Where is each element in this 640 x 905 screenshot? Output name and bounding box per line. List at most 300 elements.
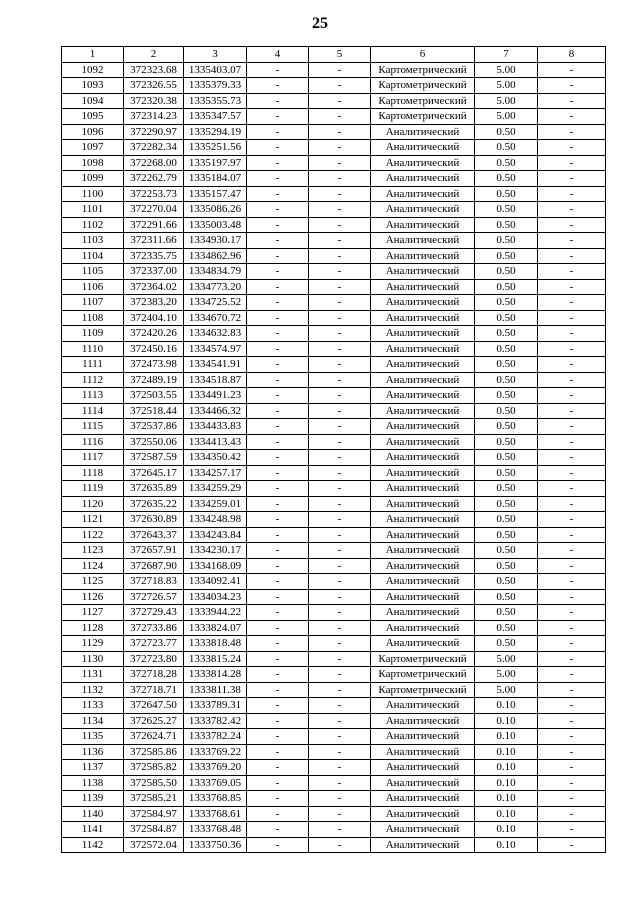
point-number-cell: 1132 (62, 682, 124, 698)
column-4-cell: - (247, 341, 309, 357)
method-cell: Аналитический (371, 589, 475, 605)
y-coordinate-cell: 1333782.42 (184, 713, 247, 729)
table-row (62, 822, 606, 838)
x-coordinate-cell: 372550.06 (124, 434, 184, 450)
point-number-cell: 1103 (62, 233, 124, 249)
y-coordinate-cell: 1334834.79 (184, 264, 247, 280)
y-coordinate-cell: 1334259.29 (184, 481, 247, 497)
accuracy-cell: 0.50 (475, 171, 538, 187)
table-row (62, 78, 606, 94)
accuracy-cell: 0.50 (475, 279, 538, 295)
point-number-cell: 1123 (62, 543, 124, 559)
column-5-cell: - (309, 140, 371, 156)
column-4-cell: - (247, 822, 309, 838)
table-row (62, 202, 606, 218)
column-4-cell: - (247, 543, 309, 559)
accuracy-cell: 5.00 (475, 62, 538, 78)
x-coordinate-cell: 372270.04 (124, 202, 184, 218)
column-4-cell: - (247, 806, 309, 822)
column-5-cell: - (309, 806, 371, 822)
column-4-cell: - (247, 78, 309, 94)
column-4-cell: - (247, 295, 309, 311)
point-number-cell: 1131 (62, 667, 124, 683)
table-row (62, 775, 606, 791)
method-cell: Аналитический (371, 713, 475, 729)
x-coordinate-cell: 372503.55 (124, 388, 184, 404)
y-coordinate-cell: 1333769.05 (184, 775, 247, 791)
column-5-cell: - (309, 527, 371, 543)
column-5-cell: - (309, 78, 371, 94)
x-coordinate-cell: 372383.20 (124, 295, 184, 311)
accuracy-cell: 0.50 (475, 512, 538, 528)
column-5-cell: - (309, 775, 371, 791)
column-4-cell: - (247, 605, 309, 621)
table-row (62, 155, 606, 171)
table-row (62, 388, 606, 404)
column-8-cell: - (538, 93, 606, 109)
x-coordinate-cell: 372687.90 (124, 558, 184, 574)
column-header: 2 (124, 47, 184, 63)
accuracy-cell: 5.00 (475, 651, 538, 667)
table-row (62, 682, 606, 698)
y-coordinate-cell: 1333811.38 (184, 682, 247, 698)
point-number-cell: 1102 (62, 217, 124, 233)
column-4-cell: - (247, 202, 309, 218)
column-5-cell: - (309, 202, 371, 218)
accuracy-cell: 0.50 (475, 465, 538, 481)
point-number-cell: 1105 (62, 264, 124, 280)
table-row (62, 605, 606, 621)
point-number-cell: 1130 (62, 651, 124, 667)
x-coordinate-cell: 372585.21 (124, 791, 184, 807)
column-4-cell: - (247, 620, 309, 636)
y-coordinate-cell: 1333814.28 (184, 667, 247, 683)
x-coordinate-cell: 372585.86 (124, 744, 184, 760)
point-number-cell: 1119 (62, 481, 124, 497)
y-coordinate-cell: 1334574.97 (184, 341, 247, 357)
point-number-cell: 1113 (62, 388, 124, 404)
x-coordinate-cell: 372314.23 (124, 109, 184, 125)
column-8-cell: - (538, 295, 606, 311)
x-coordinate-cell: 372572.04 (124, 837, 184, 853)
point-number-cell: 1096 (62, 124, 124, 140)
method-cell: Аналитический (371, 729, 475, 745)
column-5-cell: - (309, 248, 371, 264)
accuracy-cell: 0.50 (475, 496, 538, 512)
accuracy-cell: 0.50 (475, 419, 538, 435)
y-coordinate-cell: 1335355.73 (184, 93, 247, 109)
x-coordinate-cell: 372420.26 (124, 326, 184, 342)
y-coordinate-cell: 1333768.48 (184, 822, 247, 838)
y-coordinate-cell: 1334248.98 (184, 512, 247, 528)
method-cell: Аналитический (371, 186, 475, 202)
column-8-cell: - (538, 419, 606, 435)
column-5-cell: - (309, 186, 371, 202)
method-cell: Аналитический (371, 326, 475, 342)
x-coordinate-cell: 372647.50 (124, 698, 184, 714)
x-coordinate-cell: 372335.75 (124, 248, 184, 264)
accuracy-cell: 0.10 (475, 806, 538, 822)
point-number-cell: 1140 (62, 806, 124, 822)
y-coordinate-cell: 1334230.17 (184, 543, 247, 559)
column-8-cell: - (538, 78, 606, 94)
accuracy-cell: 0.50 (475, 434, 538, 450)
accuracy-cell: 0.50 (475, 140, 538, 156)
column-5-cell: - (309, 605, 371, 621)
column-5-cell: - (309, 837, 371, 853)
x-coordinate-cell: 372473.98 (124, 357, 184, 373)
point-number-cell: 1136 (62, 744, 124, 760)
column-8-cell: - (538, 140, 606, 156)
y-coordinate-cell: 1334433.83 (184, 419, 247, 435)
table-row (62, 217, 606, 233)
method-cell: Аналитический (371, 372, 475, 388)
x-coordinate-cell: 372718.83 (124, 574, 184, 590)
point-number-cell: 1107 (62, 295, 124, 311)
point-number-cell: 1142 (62, 837, 124, 853)
column-4-cell: - (247, 326, 309, 342)
accuracy-cell: 0.50 (475, 264, 538, 280)
y-coordinate-cell: 1335157.47 (184, 186, 247, 202)
point-number-cell: 1108 (62, 310, 124, 326)
point-number-cell: 1124 (62, 558, 124, 574)
table-row (62, 109, 606, 125)
page-number: 25 (312, 15, 328, 32)
column-8-cell: - (538, 248, 606, 264)
x-coordinate-cell: 372645.17 (124, 465, 184, 481)
column-8-cell: - (538, 605, 606, 621)
column-8-cell: - (538, 791, 606, 807)
method-cell: Аналитический (371, 543, 475, 559)
column-8-cell: - (538, 341, 606, 357)
x-coordinate-cell: 372450.16 (124, 341, 184, 357)
table-row (62, 233, 606, 249)
y-coordinate-cell: 1333815.24 (184, 651, 247, 667)
x-coordinate-cell: 372282.34 (124, 140, 184, 156)
method-cell: Аналитический (371, 403, 475, 419)
table-row (62, 698, 606, 714)
point-number-cell: 1106 (62, 279, 124, 295)
x-coordinate-cell: 372518.44 (124, 403, 184, 419)
x-coordinate-cell: 372723.77 (124, 636, 184, 652)
accuracy-cell: 0.50 (475, 574, 538, 590)
column-8-cell: - (538, 186, 606, 202)
column-5-cell: - (309, 403, 371, 419)
table-row (62, 248, 606, 264)
table-row (62, 729, 606, 745)
method-cell: Аналитический (371, 760, 475, 776)
table-row (62, 543, 606, 559)
column-5-cell: - (309, 310, 371, 326)
column-5-cell: - (309, 93, 371, 109)
method-cell: Аналитический (371, 481, 475, 497)
column-4-cell: - (247, 589, 309, 605)
column-5-cell: - (309, 109, 371, 125)
x-coordinate-cell: 372253.73 (124, 186, 184, 202)
accuracy-cell: 0.50 (475, 527, 538, 543)
table-row (62, 636, 606, 652)
method-cell: Аналитический (371, 791, 475, 807)
accuracy-cell: 5.00 (475, 78, 538, 94)
x-coordinate-cell: 372584.87 (124, 822, 184, 838)
column-8-cell: - (538, 496, 606, 512)
x-coordinate-cell: 372489.19 (124, 372, 184, 388)
y-coordinate-cell: 1335379.33 (184, 78, 247, 94)
column-5-cell: - (309, 543, 371, 559)
column-8-cell: - (538, 326, 606, 342)
column-5-cell: - (309, 357, 371, 373)
accuracy-cell: 0.50 (475, 341, 538, 357)
column-4-cell: - (247, 667, 309, 683)
column-header: 4 (247, 47, 309, 63)
table-row (62, 310, 606, 326)
point-number-cell: 1137 (62, 760, 124, 776)
column-8-cell: - (538, 589, 606, 605)
column-8-cell: - (538, 450, 606, 466)
column-8-cell: - (538, 465, 606, 481)
table-row (62, 403, 606, 419)
x-coordinate-cell: 372320.38 (124, 93, 184, 109)
column-4-cell: - (247, 419, 309, 435)
column-8-cell: - (538, 310, 606, 326)
column-5-cell: - (309, 450, 371, 466)
column-4-cell: - (247, 217, 309, 233)
table-row (62, 744, 606, 760)
y-coordinate-cell: 1334350.42 (184, 450, 247, 466)
x-coordinate-cell: 372584.97 (124, 806, 184, 822)
column-8-cell: - (538, 729, 606, 745)
column-5-cell: - (309, 326, 371, 342)
table-row (62, 62, 606, 78)
y-coordinate-cell: 1334034.23 (184, 589, 247, 605)
y-coordinate-cell: 1333768.61 (184, 806, 247, 822)
y-coordinate-cell: 1334862.96 (184, 248, 247, 264)
table-row (62, 93, 606, 109)
column-5-cell: - (309, 512, 371, 528)
table-row (62, 357, 606, 373)
accuracy-cell: 0.10 (475, 744, 538, 760)
point-number-cell: 1127 (62, 605, 124, 621)
column-8-cell: - (538, 109, 606, 125)
accuracy-cell: 0.10 (475, 791, 538, 807)
method-cell: Картометрический (371, 109, 475, 125)
accuracy-cell: 0.50 (475, 186, 538, 202)
column-header: 6 (371, 47, 475, 63)
column-4-cell: - (247, 388, 309, 404)
column-8-cell: - (538, 124, 606, 140)
column-5-cell: - (309, 667, 371, 683)
x-coordinate-cell: 372643.37 (124, 527, 184, 543)
point-number-cell: 1135 (62, 729, 124, 745)
method-cell: Аналитический (371, 155, 475, 171)
column-4-cell: - (247, 636, 309, 652)
point-number-cell: 1094 (62, 93, 124, 109)
table-row (62, 651, 606, 667)
y-coordinate-cell: 1334168.09 (184, 558, 247, 574)
method-cell: Картометрический (371, 682, 475, 698)
x-coordinate-cell: 372404.10 (124, 310, 184, 326)
column-5-cell: - (309, 558, 371, 574)
y-coordinate-cell: 1333818.48 (184, 636, 247, 652)
column-4-cell: - (247, 140, 309, 156)
column-5-cell: - (309, 822, 371, 838)
column-8-cell: - (538, 760, 606, 776)
column-4-cell: - (247, 744, 309, 760)
method-cell: Аналитический (371, 512, 475, 528)
table-row (62, 450, 606, 466)
table-row (62, 326, 606, 342)
method-cell: Аналитический (371, 248, 475, 264)
y-coordinate-cell: 1334541.91 (184, 357, 247, 373)
table-row (62, 140, 606, 156)
column-8-cell: - (538, 481, 606, 497)
column-8-cell: - (538, 837, 606, 853)
y-coordinate-cell: 1334413.43 (184, 434, 247, 450)
method-cell: Картометрический (371, 667, 475, 683)
accuracy-cell: 0.50 (475, 403, 538, 419)
x-coordinate-cell: 372337.00 (124, 264, 184, 280)
column-8-cell: - (538, 155, 606, 171)
table-row (62, 124, 606, 140)
accuracy-cell: 5.00 (475, 682, 538, 698)
column-4-cell: - (247, 171, 309, 187)
method-cell: Аналитический (371, 465, 475, 481)
accuracy-cell: 0.50 (475, 310, 538, 326)
method-cell: Картометрический (371, 62, 475, 78)
method-cell: Аналитический (371, 419, 475, 435)
column-5-cell: - (309, 279, 371, 295)
accuracy-cell: 0.10 (475, 837, 538, 853)
method-cell: Аналитический (371, 775, 475, 791)
column-8-cell: - (538, 698, 606, 714)
column-8-cell: - (538, 543, 606, 559)
accuracy-cell: 0.50 (475, 233, 538, 249)
table-header-row (62, 47, 606, 63)
accuracy-cell: 0.50 (475, 636, 538, 652)
x-coordinate-cell: 372657.91 (124, 543, 184, 559)
column-4-cell: - (247, 791, 309, 807)
column-5-cell: - (309, 481, 371, 497)
y-coordinate-cell: 1334259.01 (184, 496, 247, 512)
table-row (62, 558, 606, 574)
table-row (62, 264, 606, 280)
column-header: 8 (538, 47, 606, 63)
column-5-cell: - (309, 729, 371, 745)
column-5-cell: - (309, 341, 371, 357)
method-cell: Картометрический (371, 93, 475, 109)
method-cell: Аналитический (371, 496, 475, 512)
column-4-cell: - (247, 450, 309, 466)
column-5-cell: - (309, 171, 371, 187)
x-coordinate-cell: 372729.43 (124, 605, 184, 621)
method-cell: Аналитический (371, 822, 475, 838)
x-coordinate-cell: 372635.89 (124, 481, 184, 497)
column-5-cell: - (309, 589, 371, 605)
column-8-cell: - (538, 279, 606, 295)
method-cell: Аналитический (371, 310, 475, 326)
accuracy-cell: 0.50 (475, 481, 538, 497)
column-4-cell: - (247, 279, 309, 295)
x-coordinate-cell: 372718.28 (124, 667, 184, 683)
method-cell: Картометрический (371, 651, 475, 667)
table-body (62, 62, 606, 853)
point-number-cell: 1093 (62, 78, 124, 94)
table-row (62, 713, 606, 729)
method-cell: Аналитический (371, 434, 475, 450)
method-cell: Аналитический (371, 558, 475, 574)
column-8-cell: - (538, 202, 606, 218)
point-number-cell: 1111 (62, 357, 124, 373)
method-cell: Аналитический (371, 217, 475, 233)
method-cell: Аналитический (371, 636, 475, 652)
accuracy-cell: 0.50 (475, 620, 538, 636)
y-coordinate-cell: 1334930.17 (184, 233, 247, 249)
column-4-cell: - (247, 357, 309, 373)
y-coordinate-cell: 1335403.07 (184, 62, 247, 78)
column-4-cell: - (247, 527, 309, 543)
x-coordinate-cell: 372630.89 (124, 512, 184, 528)
accuracy-cell: 5.00 (475, 109, 538, 125)
column-4-cell: - (247, 465, 309, 481)
column-4-cell: - (247, 109, 309, 125)
column-5-cell: - (309, 419, 371, 435)
point-number-cell: 1122 (62, 527, 124, 543)
point-number-cell: 1097 (62, 140, 124, 156)
accuracy-cell: 0.50 (475, 155, 538, 171)
table-row (62, 512, 606, 528)
point-number-cell: 1120 (62, 496, 124, 512)
y-coordinate-cell: 1335197.97 (184, 155, 247, 171)
column-8-cell: - (538, 264, 606, 280)
method-cell: Аналитический (371, 605, 475, 621)
column-5-cell: - (309, 62, 371, 78)
y-coordinate-cell: 1334466.32 (184, 403, 247, 419)
accuracy-cell: 0.50 (475, 326, 538, 342)
accuracy-cell: 5.00 (475, 93, 538, 109)
column-4-cell: - (247, 760, 309, 776)
point-number-cell: 1114 (62, 403, 124, 419)
column-4-cell: - (247, 264, 309, 280)
point-number-cell: 1125 (62, 574, 124, 590)
method-cell: Аналитический (371, 698, 475, 714)
accuracy-cell: 5.00 (475, 667, 538, 683)
point-number-cell: 1104 (62, 248, 124, 264)
column-5-cell: - (309, 217, 371, 233)
point-number-cell: 1101 (62, 202, 124, 218)
table-row (62, 837, 606, 853)
column-8-cell: - (538, 171, 606, 187)
table-row (62, 465, 606, 481)
table-row (62, 496, 606, 512)
point-number-cell: 1100 (62, 186, 124, 202)
point-number-cell: 1129 (62, 636, 124, 652)
column-5-cell: - (309, 434, 371, 450)
column-8-cell: - (538, 512, 606, 528)
column-5-cell: - (309, 124, 371, 140)
accuracy-cell: 0.50 (475, 543, 538, 559)
point-number-cell: 1099 (62, 171, 124, 187)
y-coordinate-cell: 1334632.83 (184, 326, 247, 342)
column-8-cell: - (538, 775, 606, 791)
method-cell: Аналитический (371, 279, 475, 295)
y-coordinate-cell: 1333769.20 (184, 760, 247, 776)
column-4-cell: - (247, 698, 309, 714)
x-coordinate-cell: 372268.00 (124, 155, 184, 171)
column-4-cell: - (247, 233, 309, 249)
column-5-cell: - (309, 155, 371, 171)
column-8-cell: - (538, 636, 606, 652)
column-4-cell: - (247, 155, 309, 171)
